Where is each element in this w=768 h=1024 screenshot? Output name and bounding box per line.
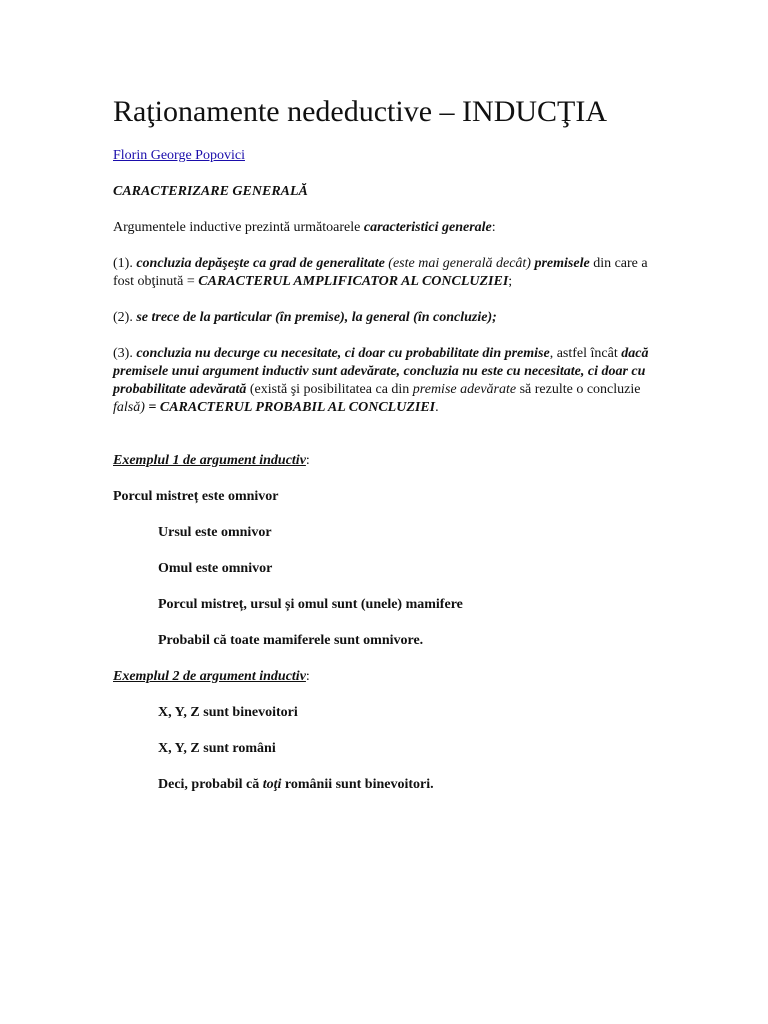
section-heading	[113, 183, 658, 201]
example2-conclusion-pre: Deci, probabil că	[158, 777, 263, 792]
example2-heading-text: Exemplul 2 de argument inductiv	[113, 669, 306, 684]
example2-premise-2	[158, 740, 658, 758]
example1-premise-4	[158, 596, 658, 614]
example2-conclusion	[158, 776, 658, 794]
example1-colon: :	[305, 453, 310, 468]
example1-premise-2	[158, 524, 658, 542]
char1-conclusion-label: CARACTERUL AMPLIFICATOR AL CONCLUZIEI	[198, 274, 509, 289]
char3-text-1: , astfel încât	[549, 346, 622, 361]
char1-parenthetical: (este mai generală decât)	[384, 256, 535, 271]
example2-conclusion-emph: toţi	[262, 777, 282, 792]
char1-end: ;	[508, 274, 513, 289]
intro-paragraph	[113, 219, 658, 237]
char3-probable-label: = CARACTERUL PROBABIL AL CONCLUZIEI	[144, 400, 436, 415]
example2-conclusion-post: românii sunt binevoitori.	[281, 777, 434, 792]
intro-emphasis: caracteristici generale	[363, 220, 492, 235]
char1-premises: premisele	[534, 256, 590, 271]
example2-colon: :	[305, 669, 310, 684]
example1-premise-3	[158, 560, 658, 578]
example1-line-1: Porcul mistreț este omnivor	[113, 489, 279, 504]
characteristic-1	[113, 255, 658, 291]
example1-premise-1	[113, 488, 658, 506]
example1-line-4: Porcul mistreț, ursul și omul sunt (unele) mamifere	[158, 597, 463, 612]
char1-number: (1).	[113, 256, 137, 271]
example1-line-3: Omul este omnivor	[158, 561, 273, 576]
char3-main: concluzia nu decurge cu necesitate, ci doar cu probabilitate din premise	[136, 346, 550, 361]
example1-heading	[113, 452, 658, 470]
char3-false: falsă)	[113, 400, 145, 415]
char1-main: concluzia depăşeşte ca grad de generalitate	[136, 256, 385, 271]
example2-heading	[113, 668, 658, 686]
char3-condition: dacă premisele unui argument inductiv sunt adevărate, concluzia nu este cu necesitate, ci doar cu probabilitate adevărată	[113, 346, 649, 397]
example2-line-2: X, Y, Z sunt români	[158, 741, 276, 756]
section-heading-text: CARACTERIZARE GENERALĂ	[113, 184, 308, 199]
char3-true-premises: premise adevărate	[412, 382, 517, 397]
author-paragraph	[113, 147, 658, 165]
characteristic-3	[113, 345, 658, 417]
example2-line-1: X, Y, Z sunt binevoitori	[158, 705, 298, 720]
char3-text-3: să rezulte o concluzie	[516, 382, 641, 397]
char3-text-2: (există şi posibilitatea ca din	[246, 382, 413, 397]
example1-line-5: Probabil că toate mamiferele sunt omnivore.	[158, 633, 424, 648]
characteristic-2	[113, 309, 658, 327]
example1-line-2: Ursul este omnivor	[158, 525, 272, 540]
author-link[interactable]: Florin George Popovici	[113, 148, 245, 163]
example1-heading-text: Exemplul 1 de argument inductiv	[113, 453, 306, 468]
document-title: Raţionamente nedeductive – INDUCŢIA	[113, 95, 608, 128]
char2-number: (2).	[113, 310, 137, 325]
example2-premise-1	[158, 704, 658, 722]
char2-main: se trece de la particular (în premise), la general (în concluzie);	[136, 310, 497, 325]
char1-text: din care a fost obţinută =	[113, 256, 648, 289]
intro-text: Argumentele inductive prezintă următoarele	[113, 220, 364, 235]
char3-number: (3).	[113, 346, 137, 361]
example1-conclusion	[158, 632, 658, 650]
char3-end: .	[435, 400, 439, 415]
intro-end: :	[491, 220, 496, 235]
